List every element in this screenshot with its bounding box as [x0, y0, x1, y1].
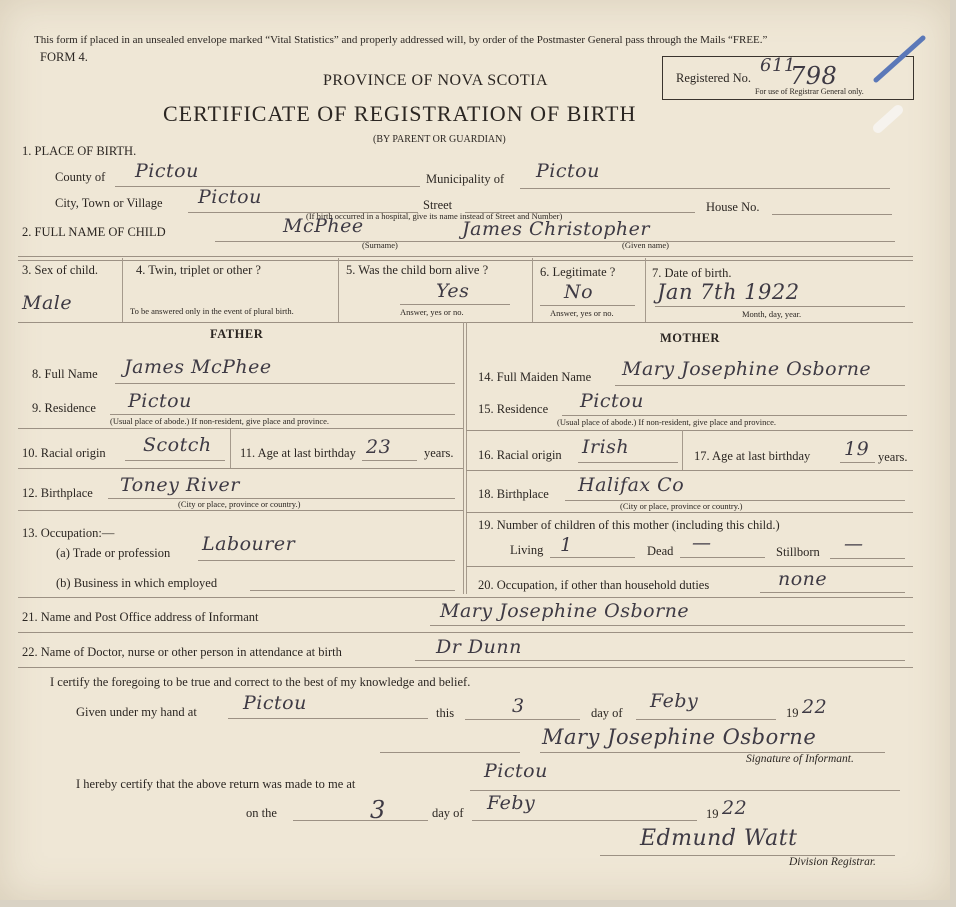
father-birthplace-label: 12. Birthplace — [22, 486, 93, 500]
father-age-label: 11. Age at last birthday — [240, 446, 356, 460]
mother-residence-note: (Usual place of abode.) If non-resident, give place and province. — [557, 417, 777, 427]
given-under-label: Given under my hand at — [76, 705, 197, 719]
cert-year-value: 22 — [802, 696, 828, 718]
registered-no-value: 798 — [790, 62, 838, 90]
ink-mark-icon — [868, 30, 938, 140]
alive-value: Yes — [436, 280, 470, 302]
house-no-label: House No. — [706, 200, 760, 214]
legitimate-value: No — [564, 281, 594, 303]
father-residence-note: (Usual place of abode.) If non-resident, give place and province. — [110, 416, 330, 426]
father-heading: FATHER — [210, 327, 264, 341]
dead-label: Dead — [647, 544, 674, 558]
stillborn-value: — — [844, 533, 864, 555]
cert-month-value: Feby — [650, 690, 699, 712]
margin-binding-strip — [2, 50, 12, 470]
certification-statement: I certify the foregoing to be true and correct to the best of my knowledge and belief. — [50, 675, 471, 689]
twin-label: 4. Twin, triplet or other ? — [136, 263, 261, 277]
mother-name-label: 14. Full Maiden Name — [478, 370, 592, 384]
doctor-value: Dr Dunn — [436, 636, 522, 658]
county-label: County of — [55, 170, 106, 184]
mother-occupation-label: 20. Occupation, if other than household duties — [478, 578, 710, 592]
mother-racial-label: 16. Racial origin — [478, 448, 562, 462]
hospital-note: (If birth occurred in a hospital, give its name instead of Street and Number) — [306, 211, 563, 221]
mother-name-value: Mary Josephine Osborne — [622, 358, 872, 380]
informant-label: 21. Name and Post Office address of Informant — [22, 610, 259, 624]
mother-occupation-value: none — [778, 568, 828, 590]
living-value: 1 — [560, 534, 573, 556]
certificate-title: CERTIFICATE OF REGISTRATION OF BIRTH — [163, 101, 637, 126]
stillborn-label: Stillborn — [776, 545, 820, 559]
father-birthplace-value: Toney River — [120, 474, 240, 496]
father-residence-label: 9. Residence — [32, 401, 96, 415]
father-name-label: 8. Full Name — [32, 367, 98, 381]
doctor-label: 22. Name of Doctor, nurse or other person in attendance at birth — [22, 645, 342, 659]
mother-years-label: years. — [878, 450, 908, 464]
sex-label: 3. Sex of child. — [22, 263, 99, 277]
dob-label: 7. Date of birth. — [652, 266, 732, 280]
twin-note: To be answered only in the event of plural birth. — [130, 306, 294, 316]
cert-year-prefix: 19 — [786, 706, 799, 720]
city-label: City, Town or Village — [55, 196, 163, 210]
given-place-value: Pictou — [243, 692, 307, 714]
mother-birthplace-value: Halifax Co — [578, 474, 685, 496]
informant-signature-caption: Signature of Informant. — [746, 753, 854, 765]
child-given-name: James Christopher — [462, 218, 650, 240]
child-surname: McPhee — [283, 215, 364, 237]
registered-no-label: Registered No. — [676, 71, 751, 85]
street-label: Street — [423, 198, 453, 212]
mother-age-value: 19 — [844, 438, 870, 460]
mother-birthplace-note: (City or place, province or country.) — [620, 501, 743, 511]
father-years-label: years. — [424, 446, 454, 460]
form-number: FORM 4. — [40, 50, 88, 64]
alive-label: 5. Was the child born alive ? — [346, 263, 489, 277]
mother-heading: MOTHER — [660, 331, 720, 345]
cert-day-of-label: day of — [591, 706, 623, 720]
sex-value: Male — [22, 292, 73, 314]
legitimate-caption: Answer, yes or no. — [550, 308, 614, 318]
mother-racial-value: Irish — [582, 436, 630, 458]
living-label: Living — [510, 543, 544, 557]
father-name-value: James McPhee — [124, 356, 272, 378]
registrar-signature-caption: Division Registrar. — [789, 856, 876, 868]
dob-value: Jan 7th 1922 — [657, 280, 800, 304]
registrar-signature: Edmund Watt — [640, 826, 798, 851]
registrar-month-value: Feby — [487, 792, 536, 814]
father-occupation-label: 13. Occupation:— — [22, 526, 115, 540]
father-trade-label: (a) Trade or profession — [56, 546, 171, 560]
cert-day-value: 3 — [512, 695, 525, 717]
county-value: Pictou — [135, 160, 199, 182]
father-racial-label: 10. Racial origin — [22, 446, 106, 460]
registrar-year-prefix: 19 — [706, 807, 719, 821]
father-age-value: 23 — [366, 436, 392, 458]
registrar-day-of-label: day of — [432, 806, 464, 820]
legitimate-label: 6. Legitimate ? — [540, 265, 616, 279]
certificate-subtitle: (BY PARENT OR GUARDIAN) — [373, 134, 506, 145]
registered-no-top: 611 — [760, 55, 796, 76]
father-birthplace-note: (City or place, province or country.) — [178, 499, 301, 509]
informant-value: Mary Josephine Osborne — [440, 600, 690, 622]
father-business-label: (b) Business in which employed — [56, 576, 218, 590]
father-racial-value: Scotch — [143, 434, 212, 456]
father-trade-value: Labourer — [202, 533, 296, 555]
mother-birthplace-label: 18. Birthplace — [478, 487, 549, 501]
informant-signature: Mary Josephine Osborne — [542, 725, 817, 749]
municipality-value: Pictou — [536, 160, 600, 182]
mother-children-label: 19. Number of children of this mother (including this child.) — [478, 518, 780, 532]
dead-value: — — [692, 532, 712, 554]
alive-caption: Answer, yes or no. — [400, 307, 464, 317]
mother-residence-value: Pictou — [580, 390, 644, 412]
child-name-label: 2. FULL NAME OF CHILD — [22, 225, 166, 239]
given-name-caption: (Given name) — [622, 240, 669, 250]
place-of-birth-label: 1. PLACE OF BIRTH. — [22, 144, 137, 158]
registrar-place-value: Pictou — [484, 760, 548, 782]
registrar-day-value: 3 — [370, 796, 386, 824]
dob-caption: Month, day, year. — [742, 309, 802, 319]
province-heading: PROVINCE OF NOVA SCOTIA — [323, 72, 549, 89]
father-residence-value: Pictou — [128, 390, 192, 412]
mother-age-label: 17. Age at last birthday — [694, 449, 811, 463]
registrar-year-value: 22 — [722, 797, 748, 819]
registrar-only-note: For use of Registrar General only. — [755, 87, 864, 96]
mother-residence-label: 15. Residence — [478, 402, 549, 416]
municipality-label: Municipality of — [426, 172, 505, 186]
city-value: Pictou — [198, 186, 262, 208]
registrar-statement: I hereby certify that the above return was made to me at — [76, 777, 356, 791]
on-the-label: on the — [246, 806, 277, 820]
surname-caption: (Surname) — [362, 240, 398, 250]
envelope-notice: This form if placed in an unsealed envelope marked “Vital Statistics” and properly addressed will, by order of the Postmaster General pass through the Mails “FREE.” — [34, 34, 768, 46]
this-label: this — [436, 706, 455, 720]
